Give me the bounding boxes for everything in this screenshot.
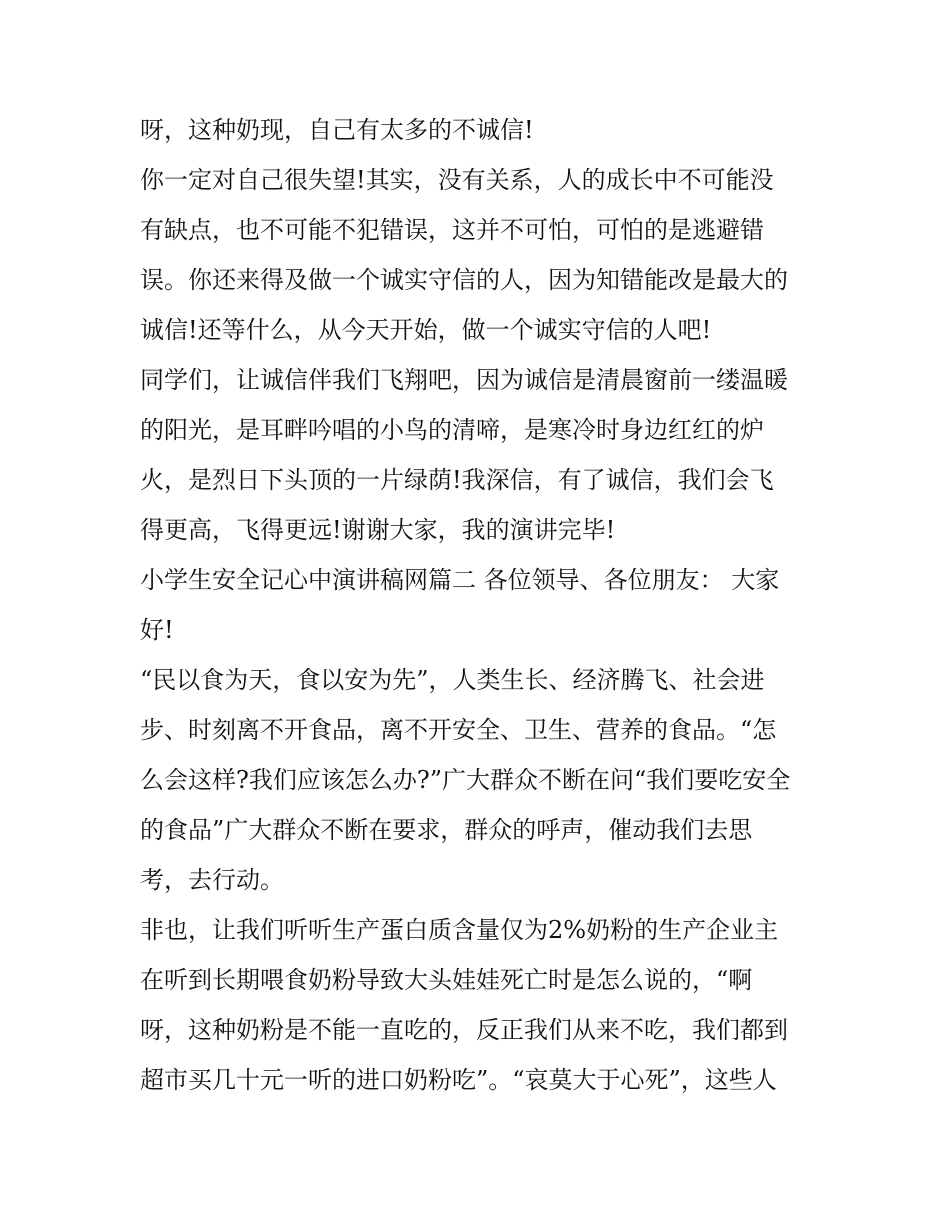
- text-line-13: 步、时刻离不开食品，离不开安全、卫生、营养的食品。“怎: [140, 716, 777, 744]
- text-line-3: 有缺点，也不可能不犯错误，这并不可怕，可怕的是逃避错: [140, 216, 764, 244]
- text-line-5: 诚信!还等什么，从今天开始，做一个诚实守信的人吧!: [140, 316, 712, 344]
- text-line-7: 的阳光，是耳畔吟唱的小鸟的清啼，是寒冷时身边红红的炉: [140, 416, 764, 444]
- text-line-10: 小学生安全记心中演讲稿网篇二 各位领导、各位朋友： 大家: [140, 566, 780, 594]
- text-line-15: 的食品”广大群众不断在要求，群众的呼声，催动我们去思: [140, 816, 753, 844]
- text-line-18: 在听到长期喂食奶粉导致大头娃娃死亡时是怎么说的，“啊: [140, 966, 753, 994]
- text-line-11: 好!: [140, 616, 174, 644]
- text-line-20: 超市买几十元一听的进口奶粉吃”。“哀莫大于心死”，这些人: [140, 1066, 777, 1094]
- text-line-19: 呀，这种奶粉是不能一直吃的，反正我们从来不吃，我们都到: [140, 1016, 788, 1044]
- text-line-9: 得更高，飞得更远!谢谢大家，我的演讲完毕!: [140, 516, 616, 544]
- text-line-4: 误。你还来得及做一个诚实守信的人，因为知错能改是最大的: [140, 266, 788, 294]
- text-line-17: 非也，让我们听听生产蛋白质含量仅为2%奶粉的生产企业主: [140, 916, 779, 944]
- text-line-2: 你一定对自己很失望!其实，没有关系，人的成长中不可能没: [140, 166, 774, 194]
- text-line-14: 么会这样?我们应该怎么办?”广大群众不断在问“我们要吃安全: [140, 766, 791, 794]
- text-line-16: 考，去行动。: [140, 866, 284, 894]
- document-body: [140, 105, 820, 1105]
- text-line-1: 呀，这种奶现，自己有太多的不诚信!: [140, 116, 534, 144]
- text-line-6: 同学们，让诚信伴我们飞翔吧，因为诚信是清晨窗前一缕温暖: [140, 366, 788, 394]
- text-line-12: “民以食为天，食以安为先”，人类生长、经济腾飞、社会进: [140, 666, 765, 694]
- text-line-8: 火，是烈日下头顶的一片绿荫!我深信，有了诚信，我们会飞: [140, 466, 774, 494]
